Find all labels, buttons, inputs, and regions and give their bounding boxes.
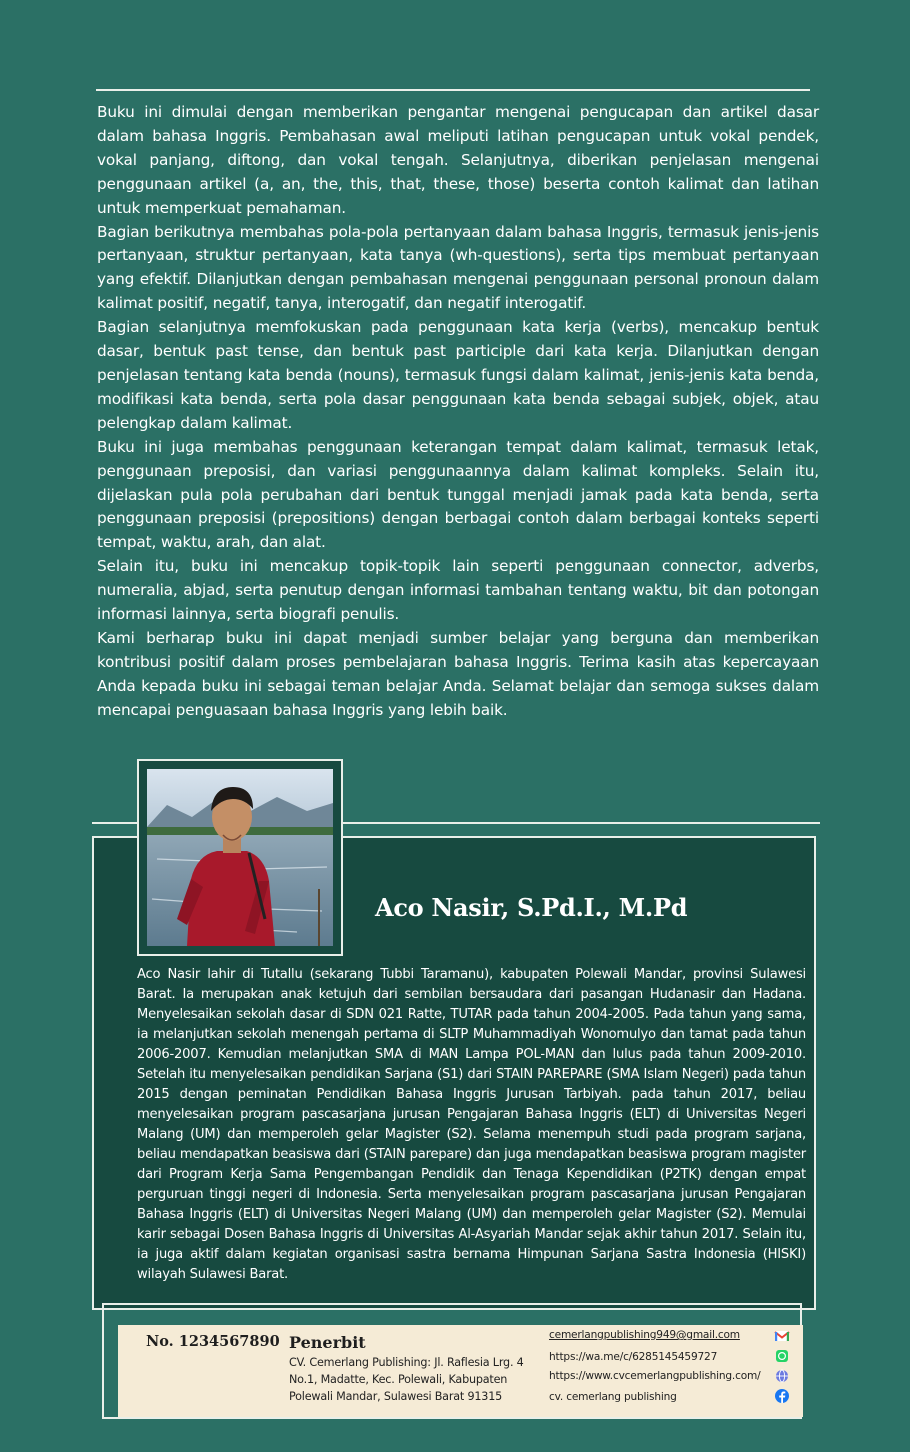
- website-link[interactable]: https://www.cvcemerlangpublishing.com/: [549, 1370, 761, 1382]
- whatsapp-icon: [774, 1348, 790, 1364]
- description-paragraph-3: Bagian selanjutnya memfokuskan pada penggunaan kata kerja (verbs), mencakup bentuk dasar, bentuk past tense, dan bentuk past participle dari kata kerja. Dilanjutkan dengan penjelasan tentang kata benda (nouns), termasuk fungsi dalam kalimat, jenis-jenis kata benda, modifikasi kata benda, serta pola dasar penggunaan kata benda sebagai subjek, objek, atau pelengkap dalam kalimat.: [97, 318, 819, 432]
- facebook-icon: [774, 1388, 790, 1404]
- gmail-icon: [774, 1328, 790, 1344]
- top-divider: [96, 89, 810, 91]
- publisher-address: CV. Cemerlang Publishing: Jl. Raflesia Lrg. 4 No.1, Madatte, Kec. Polewali, Kabupaten Polewali Mandar, Sulawesi Barat 91315: [289, 1356, 524, 1403]
- description-paragraph-2: Bagian berikutnya membahas pola-pola pertanyaan dalam bahasa Inggris, termasuk jenis-jenis pertanyaan, struktur pertanyaan, kata tanya (wh-questions), serta tips membuat pertanyaan yang efektif. Dilanjutkan dengan pembahasan mengenai penggunaan personal pronoun dalam kalimat positif, negatif, tanya, interogatif, dan negatif interogatif.: [97, 222, 819, 313]
- author-photo: [147, 769, 333, 946]
- divider-left: [92, 822, 138, 824]
- publisher-footer: [118, 1325, 803, 1417]
- divider-right: [343, 822, 820, 824]
- description-paragraph-5: Selain itu, buku ini mencakup topik-topik lain seperti penggunaan connector, adverbs, numeralia, abjad, serta penutup dengan informasi tambahan tentang waktu, bit dan potongan informasi lainnya, serta biografi penulis.: [97, 557, 819, 624]
- publisher-title: Penerbit: [289, 1333, 366, 1352]
- author-bio: Aco Nasir lahir di Tutallu (sekarang Tubbi Taramanu), kabupaten Polewali Mandar, provinsi Sulawesi Barat. Ia merupakan anak ketujuh dari sembilan bersaudara dari pasangan Hudanasir dan Hadana. Menyelesaikan sekolah dasar di SDN 021 Ratte, TUTAR pada tahun 2004-2005. Pada tahun yang sama, ia melanjutkan sekolah menengah pertama di SLTP Muhammadiyah Wonomulyo dan tamat pada tahun 2006-2007. Kemudian melanjutkan SMA di MAN Lampa POL-MAN dan lulus pada tahun 2009-2010. Setelah itu menyelesaikan pendidikan Sarjana (S1) dari STAIN PAREPARE (SMA Islam Negeri) pada tahun 2015 dengan peminatan Pendidikan Bahasa Inggris Jurusan Tarbiyah. pada tahun 2017, beliau menyelesaikan program pascasarjana jurusan Pengajaran Bahasa Inggris (ELT) di Universitas Negeri Malang (UM) dan memperoleh gelar Magister (S2). Selama menempuh studi pada program sarjana, beliau mendapatkan beasiswa dari (STAIN parepare) dan juga mendapatkan beasiswa program magister dari Program Kerja Sama Pengembangan Pendidik dan Tenaga Kependidikan (P2TK) dengan empat perguruan tinggi negeri di Indonesia. Serta menyelesaikan program pascasarjana jurusan Pengajaran Bahasa Inggris (ELT) di Universitas Negeri Malang (UM) dan memperoleh gelar Magister (S2). Memulai karir sebagai Dosen Bahasa Inggris di Universitas Al-Asyariah Mandar sejak akhir tahun 2017. Selain itu, ia juga aktif dalam kegiatan organisasi sastra bernama Himpunan Sarjana Sastra Indonesia (HISKI) wilayah Sulawesi Barat.: [137, 967, 806, 1282]
- facebook-link[interactable]: cv. cemerlang publishing: [549, 1391, 677, 1403]
- description-paragraph-1: Buku ini dimulai dengan memberikan pengantar mengenai pengucapan dan artikel dasar dalam bahasa Inggris. Pembahasan awal meliputi latihan pengucapan untuk vokal pendek, vokal panjang, diftong, dan vokal tengah. Selanjutnya, diberikan penjelasan mengenai penggunaan artikel (a, an, the, this, that, these, those) beserta contoh kalimat dan latihan untuk memperkuat pemahaman.: [97, 103, 819, 217]
- author-photo-frame: [137, 759, 343, 956]
- book-description: [97, 101, 819, 723]
- email-link[interactable]: cemerlangpublishing949@gmail.com: [549, 1329, 740, 1341]
- globe-icon: [774, 1368, 790, 1384]
- description-paragraph-6: Kami berharap buku ini dapat menjadi sumber belajar yang berguna dan memberikan kontribusi positif dalam proses pembelajaran bahasa Inggris. Terima kasih atas kepercayaan Anda kepada buku ini sebagai teman belajar Anda. Selamat belajar dan semoga sukses dalam mencapai penguasaan bahasa Inggris yang lebih baik.: [97, 628, 819, 719]
- isbn-number: No. 1234567890: [146, 1333, 280, 1350]
- description-paragraph-4: Buku ini juga membahas penggunaan keterangan tempat dalam kalimat, termasuk letak, penggunaan preposisi, dan variasi penggunaannya dalam kalimat kompleks. Selain itu, dijelaskan pula pola perubahan dari bentuk tunggal menjadi jamak pada kata benda, serta penggunaan preposisi (prepositions) dengan berbagai contoh dalam berbagai konteks seperti tempat, waktu, arah, dan alat.: [97, 437, 819, 552]
- whatsapp-link[interactable]: https://wa.me/c/6285145459727: [549, 1351, 718, 1363]
- author-name: Aco Nasir, S.Pd.I., M.Pd: [375, 893, 688, 922]
